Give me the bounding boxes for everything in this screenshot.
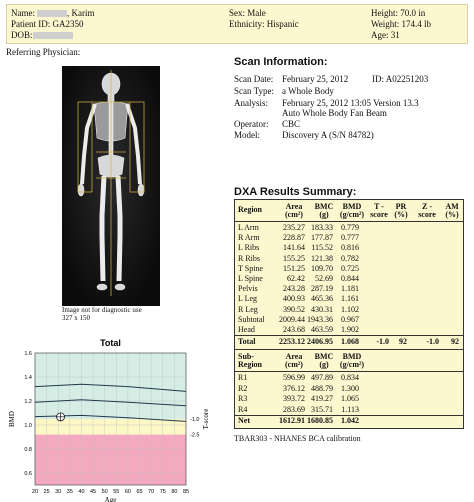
region-row-area: 243.68 <box>283 325 305 334</box>
x-tick-label: 35 <box>66 489 73 495</box>
col-header-subregion: Sub- Region <box>238 352 262 369</box>
sub-row-area: 393.72 <box>283 394 305 403</box>
y2-axis-label: T-score <box>202 408 210 430</box>
operator-value: CBC <box>282 119 301 129</box>
x-tick-label: 45 <box>90 489 97 495</box>
image-caption-line1: Image not for diagnostic use <box>62 306 142 314</box>
net-region: Net <box>238 416 250 425</box>
x-tick-label: 75 <box>159 489 166 495</box>
region-row-area: 141.64 <box>283 243 305 253</box>
region-row-bmd: 0.844 <box>341 274 359 283</box>
operator-label: Operator: <box>234 119 269 129</box>
sub-row-bmc: 488.79 <box>311 383 333 393</box>
region-row-bmc: 177.87 <box>311 233 333 243</box>
net-area: 1612.91 <box>279 416 305 425</box>
whole-body-scan-image <box>62 66 160 306</box>
region-row-bmd: 0.725 <box>341 263 359 273</box>
region-row-area: 151.25 <box>283 263 305 273</box>
total-divider-top <box>235 335 463 336</box>
total-pr: 92 <box>399 337 407 346</box>
total-divider-bottom <box>235 349 463 350</box>
region-row-region: R Arm <box>238 233 260 243</box>
total-t-score: -1.0 <box>376 337 389 346</box>
region-row-area: 390.52 <box>283 304 305 314</box>
sub-row-region: R3 <box>238 394 248 403</box>
sub-row-region: R1 <box>238 373 248 382</box>
region-row-bmc: 463.59 <box>311 325 333 334</box>
region-row-region: L Spine <box>238 274 263 283</box>
y-tick-label: 1.4 <box>24 375 32 381</box>
region-row-region: L Arm <box>238 223 259 232</box>
t-score-tick-label: -2.5 <box>190 432 200 439</box>
sub-row-region: R2 <box>238 383 248 393</box>
region-row-area: 155.25 <box>283 253 305 263</box>
dxa-results-table <box>234 199 464 429</box>
region-row-area: 62.42 <box>287 274 305 283</box>
sub-col-header-bmd: BMD (g/cm²) <box>339 352 365 369</box>
region-row-bmc: 1943.36 <box>307 314 333 324</box>
image-caption-line2: 327 x 150 <box>62 314 90 322</box>
dob-label: DOB: <box>11 30 33 40</box>
analysis-label: Analysis: <box>234 98 269 108</box>
x-axis-label: Age <box>104 496 117 502</box>
sub-row-area: 596.99 <box>283 373 305 382</box>
x-tick-label: 30 <box>55 489 62 495</box>
region-row-bmd: 1.181 <box>341 284 359 294</box>
sub-row-area: 283.69 <box>283 404 305 414</box>
region-row-bmd: 1.161 <box>341 294 359 304</box>
y-tick-label: 1.6 <box>24 351 32 357</box>
region-row-area: 235.27 <box>283 223 305 232</box>
x-tick-label: 65 <box>136 489 143 495</box>
subregion-header-divider <box>235 371 463 372</box>
region-row-region: T Spine <box>238 263 263 273</box>
sub-row-bmc: 419.27 <box>311 394 333 403</box>
total-am: 92 <box>451 337 459 346</box>
y-tick-label: 1.2 <box>24 399 32 405</box>
region-row-region: L Leg <box>238 294 258 304</box>
chart-band-1 <box>35 419 186 435</box>
region-row-area: 228.87 <box>283 233 305 243</box>
region-row-region: L Ribs <box>238 243 260 253</box>
col-header-bmd: BMD (g/cm²) <box>339 202 365 219</box>
x-tick-label: 40 <box>78 489 85 495</box>
region-row-region: R Ribs <box>238 253 261 263</box>
age: Age: 31 <box>371 30 400 40</box>
region-row-bmd: 1.102 <box>341 304 359 314</box>
model-label: Model: <box>234 130 260 140</box>
x-tick-label: 25 <box>43 489 50 495</box>
calibration-footnote: TBAR303 - NHANES BCA calibration <box>234 434 361 443</box>
scan-info-title: Scan Information: <box>234 56 328 68</box>
col-header-region: Region <box>238 205 262 214</box>
region-row-region: Head <box>238 325 255 334</box>
height: Height: 70.0 in <box>371 8 426 18</box>
region-row-area: 2009.44 <box>279 314 305 324</box>
dxa-results-title: DXA Results Summary: <box>234 186 357 198</box>
x-tick-label: 55 <box>113 489 120 495</box>
patient-name-label: Name: <box>11 8 35 18</box>
referring-physician: Referring Physician: <box>6 47 81 57</box>
x-tick-label: 20 <box>31 489 39 495</box>
scan-type-value: a Whole Body <box>282 86 334 96</box>
chart-band-0 <box>35 435 186 485</box>
region-row-region: Subtotal <box>238 314 265 324</box>
y-tick-label: 0.8 <box>24 447 32 453</box>
net-bmd: 1.042 <box>341 416 359 425</box>
sub-row-bmd: 1.300 <box>341 383 359 393</box>
sub-row-bmc: 315.71 <box>311 404 333 414</box>
chart-title: Total <box>100 338 121 348</box>
x-tick-label: 85 <box>182 489 190 495</box>
region-row-region: Pelvis <box>238 284 258 294</box>
total-region: Total <box>238 337 256 346</box>
y-tick-label: 1.0 <box>24 423 32 429</box>
sub-row-bmd: 1.113 <box>341 404 359 414</box>
region-row-bmc: 115.52 <box>311 243 333 253</box>
total-z-score: -1.0 <box>426 337 439 346</box>
analysis-value: February 25, 2012 13:05 Version 13.3 <box>282 98 419 108</box>
sub-col-header-bmc: BMC (g) <box>314 352 334 369</box>
patient-id: Patient ID: GA2350 <box>11 19 84 29</box>
total-area: 2253.12 <box>279 337 305 346</box>
scan-id: ID: A02251203 <box>372 74 429 84</box>
region-row-bmc: 121.38 <box>311 253 333 263</box>
col-header-pr: PR (%) <box>394 202 408 219</box>
x-tick-label: 60 <box>124 489 131 495</box>
sub-col-header-area: Area (cm²) <box>285 352 303 369</box>
region-row-bmd: 1.902 <box>341 325 359 334</box>
t-score-tick-label: -1.0 <box>190 417 200 423</box>
region-row-bmc: 465.36 <box>311 294 333 304</box>
col-header-t-score: T - score <box>370 202 388 219</box>
scan-type-label: Scan Type: <box>234 86 274 96</box>
region-row-bmc: 52.69 <box>315 274 333 283</box>
y-axis-label: BMD <box>8 411 16 427</box>
x-tick-label: 70 <box>148 489 155 495</box>
sex: Sex: Male <box>229 8 266 18</box>
region-row-bmd: 0.816 <box>341 243 359 253</box>
scan-date-value: February 25, 2012 <box>282 74 349 84</box>
region-row-bmd: 0.779 <box>341 223 359 232</box>
sub-row-bmd: 1.065 <box>341 394 359 403</box>
sub-row-bmc: 497.89 <box>311 373 333 382</box>
weight: Weight: 174.4 lb <box>371 19 432 29</box>
col-header-z-score: Z - score <box>418 202 436 219</box>
bmd-age-chart <box>0 335 232 502</box>
skeleton-figure <box>62 66 160 306</box>
patient-name-value: , Karim <box>67 8 95 18</box>
model-value: Discovery A (S/N 84782) <box>282 130 374 140</box>
region-row-area: 400.93 <box>283 294 305 304</box>
sub-row-area: 376.12 <box>283 383 305 393</box>
region-row-bmd: 0.777 <box>341 233 359 243</box>
region-row-bmc: 183.33 <box>311 223 333 232</box>
header-divider <box>235 221 463 222</box>
region-row-bmc: 430.31 <box>311 304 333 314</box>
region-row-bmd: 0.967 <box>341 314 359 324</box>
region-row-area: 243.28 <box>283 284 305 294</box>
col-header-area: Area (cm²) <box>285 202 303 219</box>
x-tick-label: 80 <box>171 489 178 495</box>
region-row-bmc: 287.19 <box>311 284 333 294</box>
sub-row-region: R4 <box>238 404 248 414</box>
patient-header <box>6 4 468 44</box>
redacted-dob <box>33 32 73 39</box>
sub-row-bmd: 0.834 <box>341 373 359 382</box>
region-row-region: R Leg <box>238 304 258 314</box>
analysis-method: Auto Whole Body Fan Beam <box>282 108 387 118</box>
net-bmc: 1680.85 <box>307 416 333 425</box>
total-bmd: 1.068 <box>341 337 359 346</box>
scan-date-label: Scan Date: <box>234 74 274 84</box>
col-header-bmc: BMC (g) <box>314 202 334 219</box>
ethnicity: Ethnicity: Hispanic <box>229 19 299 29</box>
total-bmc: 2406.95 <box>307 337 333 346</box>
y-tick-label: 0.6 <box>24 471 32 477</box>
x-tick-label: 50 <box>101 489 108 495</box>
redacted-name <box>37 10 67 17</box>
region-row-bmc: 109.70 <box>311 263 333 273</box>
region-row-bmd: 0.782 <box>341 253 359 263</box>
bmd-chart-svg <box>0 335 232 502</box>
col-header-am: AM (%) <box>445 202 459 219</box>
